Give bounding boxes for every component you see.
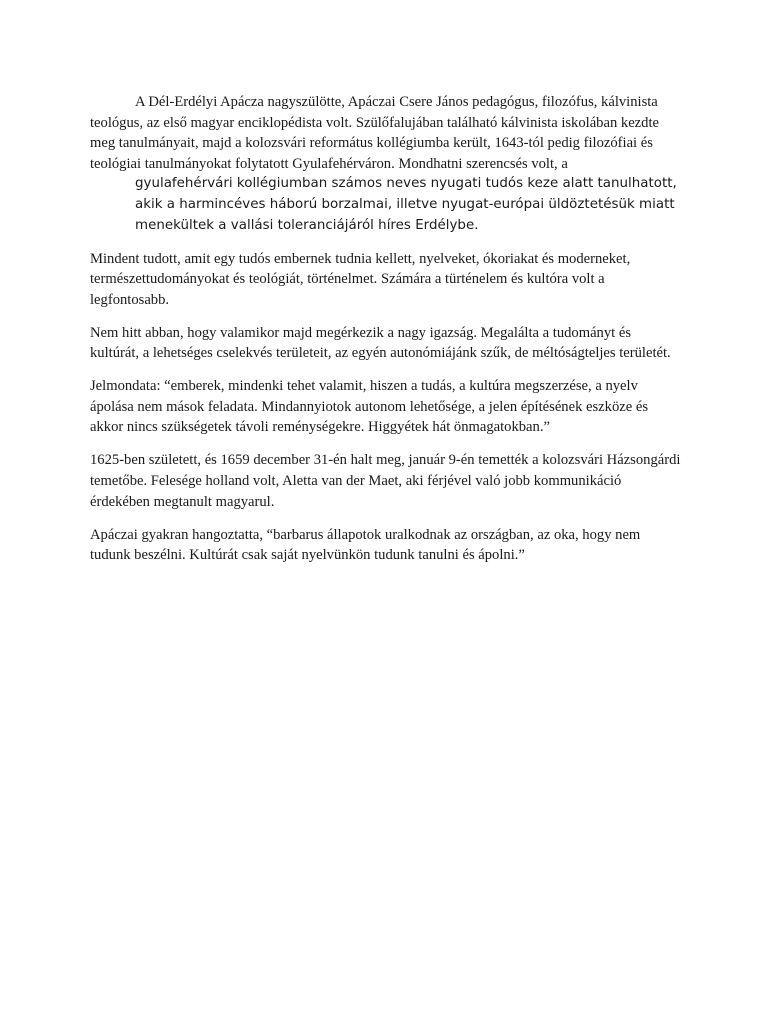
- paragraph-6: Apáczai gyakran hangoztatta, “barbarus állapotok uralkodnak az országban, az oka, hogy nem tudunk beszélni. Kultúrát csak saját nyelvünkön tudunk tanulni és ápolni.”: [90, 526, 641, 564]
- paragraph-2: Mindent tudott, amit egy tudós embernek tudnia kellett, nyelveket, ókoriakat és moderneket, természettudományokat és teológiát, történelmet. Számára a türténelem és kultóra volt a legfontosabb.: [90, 250, 631, 308]
- paragraph-1-sans-line-1: gyulafehérvári kollégiumban számos neves nyugati tudós keze alatt tanulhatott,: [135, 176, 677, 192]
- paragraph-1-sans-line-3: menekültek a vallási toleranciájáról híres Erdélybe.: [135, 217, 479, 233]
- paragraph-3: Nem hitt abban, hogy valamikor majd megérkezik a nagy igazság. Megalálta a tudományt és kultúrát, a lehetséges cselekvés területeit, az egyén autonómiájánk szűk, de méltóságteljes területét.: [90, 324, 671, 362]
- document-body: [90, 92, 682, 578]
- paragraph-5: 1625-ben született, és 1659 december 31-én halt meg, január 9-én temették a kolozsvári Házsongárdi temetőbe. Felesége holland volt, Aletta van der Maet, aki férjével való jobb kommunikáció érdekében megtanult magyarul.: [90, 452, 681, 510]
- paragraph-1-sans-line-2: akik a harmincéves háború borzalmai, illetve nyugat-európai üldöztetésük miatt: [135, 196, 675, 212]
- paragraph-1-serif-text: A Dél-Erdélyi Apácza nagyszülötte, Apáczai Csere János pedagógus, filozófus, kálvinista teológus, az első magyar enciklopédista volt. Szülőfalujában található kálvinista iskolában kezdte meg tanulmányait, majd a kolozsvári református kollégiumba került, 1643-tól pedig filozófiai és teológiai tanulmányokat folytatott Gyulafehérváron. Mondhatni szerencsés volt, a: [90, 94, 659, 172]
- paragraph-1: [90, 92, 682, 236]
- paragraph-4: Jelmondata: “emberek, mindenki tehet valamit, hiszen a tudás, a kultúra megszerzése, a nyelv ápolása nem mások feladata. Mindannyiotok autonom lehetősége, a jelen építésének eszköze és akkor nincs szükségetek távoli reménységekre. Higgyétek hát önmagatokban.”: [90, 378, 649, 436]
